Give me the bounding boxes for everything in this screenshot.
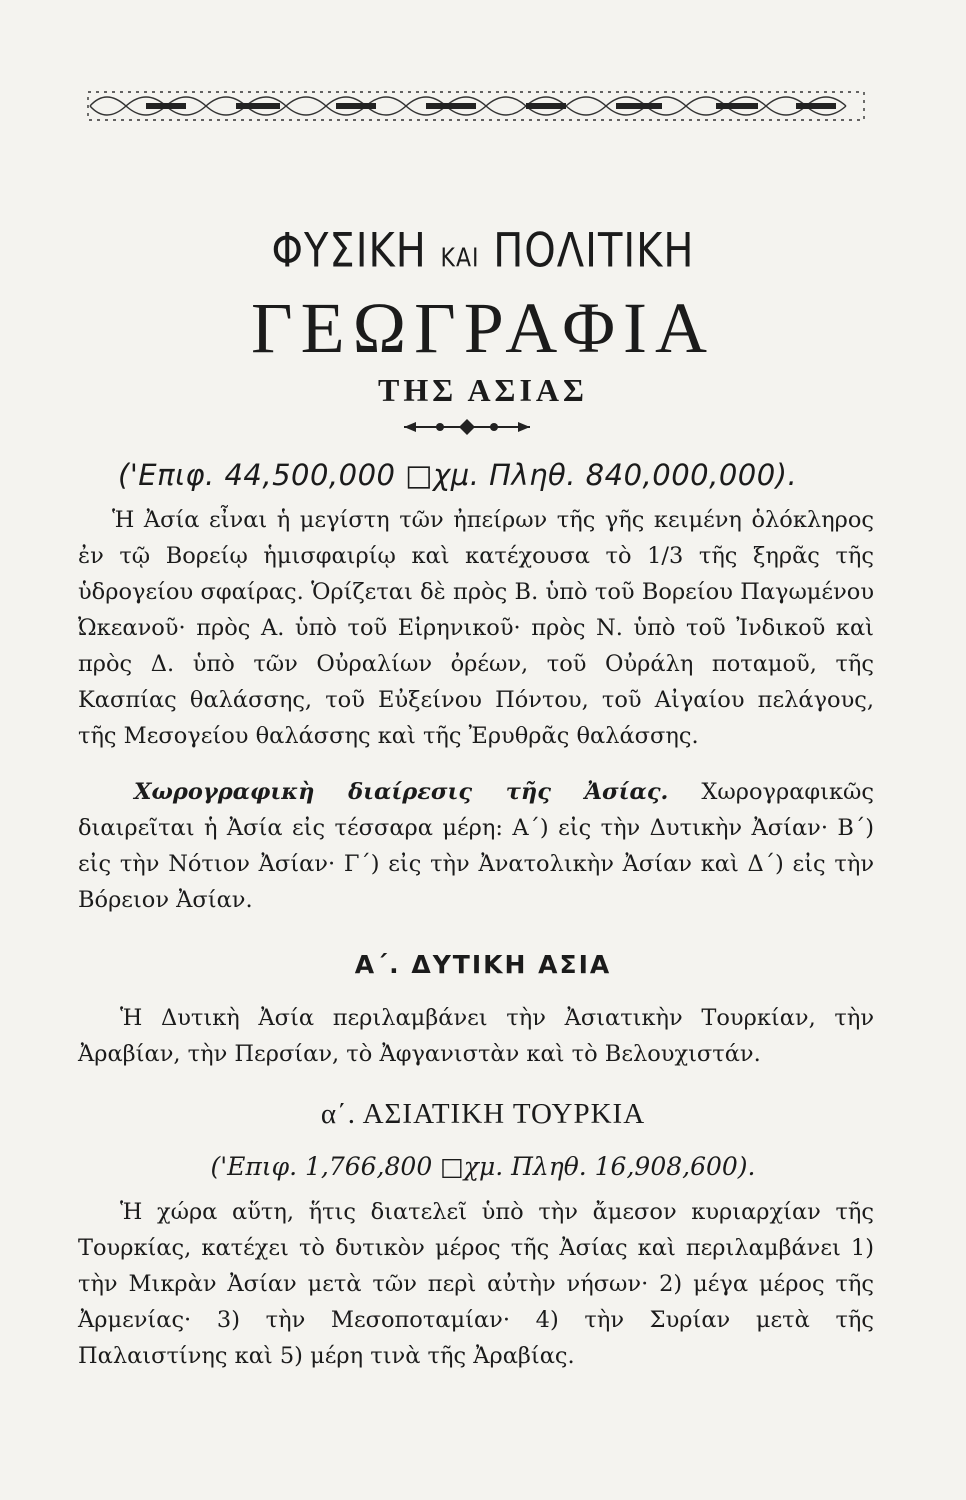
paragraph-asia-borders: Ἡ Ἀσία εἶναι ἡ μεγίστη τῶν ἠπείρων τῆς γῆς κειμένη ὁλόκληρος ἐν τῷ Βορείῳ ἡμισφαιρίῳ καὶ κατέχουσα τὸ 1/3 τῆς ξηρᾶς τῆς ὑδρογείου σφαίρας. Ὁρίζεται δὲ πρὸς Β. ὑπὸ τοῦ Βορείου Παγωμένου Ὠκεανοῦ· πρὸς Α. ὑπὸ τοῦ Εἰρηνικοῦ· πρὸς Ν. ὑπὸ τοῦ Ἰνδικοῦ καὶ πρὸς Δ. ὑπὸ τῶν Οὐραλίων ὀρέων, τοῦ Οὐράλη ποταμοῦ, τῆς Κασπίας θαλάσσης, τοῦ Εὐξείνου Πόντου, τοῦ Αἰγαίου πελάγους, τῆς Μεσογείου θαλάσσης καὶ τῆς Ἐρυθρᾶς θαλάσσης.: [78, 507, 874, 749]
title-word-and: ΚΑΙ: [440, 243, 480, 274]
paragraph-regional-division: [78, 774, 874, 918]
asia-statistics: ('Επιφ. 44,500,000 □χμ. Πληθ. 840,000,000).: [118, 458, 798, 492]
section-heading-western-asia: Α΄. ΔΥΤΙΚΗ ΑΣΙΑ: [354, 950, 612, 979]
title-word-political: ΠΟΛΙΤΙΚΗ: [493, 223, 695, 279]
paragraph-western-asia: Ἡ Δυτικὴ Ἀσία περιλαμβάνει τὴν Ἀσιατικὴν Τουρκίαν, τὴν Ἀραβίαν, τὴν Περσίαν, τὸ Ἀφγανιστὰν καὶ τὸ Βελουχιστάν.: [78, 1005, 874, 1067]
decorative-header-ornament: [86, 84, 866, 128]
asiatic-turkey-statistics: ('Επιφ. 1,766,800 □χμ. Πληθ. 16,908,600).: [210, 1152, 756, 1181]
paragraph-lead-heading: Χωρογραφικὴ διαίρεσις τῆς Ἀσίας.: [134, 779, 669, 805]
section-heading-asiatic-turkey: α΄. ΑΣΙΑΤΙΚΗ ΤΟΥΡΚΙΑ: [320, 1098, 646, 1130]
title-line-physical-political: [0, 224, 966, 278]
paragraph-body: Χωρογραφικῶς διαιρεῖται ἡ Ἀσία εἰς τέσσαρα μέρη: Α΄) εἰς τὴν Δυτικὴν Ἀσίαν· Β΄) εἰς τὴν Νότιον Ἀσίαν· Γ΄) εἰς τὴν Ἀνατολικὴν Ἀσίαν καὶ Δ΄) εἰς τὴν Βόρειον Ἀσίαν.: [78, 779, 874, 913]
decorative-flourish-icon: [402, 417, 532, 437]
title-of-asia: ΤΗΣ ΑΣΙΑΣ: [378, 372, 588, 408]
title-geography: ΓΕΩΓΡΑΦΙΑ: [251, 288, 715, 368]
paragraph-asiatic-turkey: Ἡ χώρα αὕτη, ἥτις διατελεῖ ὑπὸ τὴν ἄμεσον κυριαρχίαν τῆς Τουρκίας, κατέχει τὸ δυτικὸν μέρος τῆς Ἀσίας καὶ περιλαμβάνει 1) τὴν Μικρὰν Ἀσίαν μετὰ τῶν περὶ αὐτὴν νήσων· 2) μέγα μέρος τῆς Ἀρμενίας· 3) τὴν Μεσοποταμίαν· 4) τὴν Συρίαν μετὰ τῆς Παλαιστίνης καὶ 5) μέρη τινὰ τῆς Ἀραβίας.: [78, 1199, 874, 1369]
title-word-physical: ΦΥΣΙΚΗ: [271, 223, 427, 279]
